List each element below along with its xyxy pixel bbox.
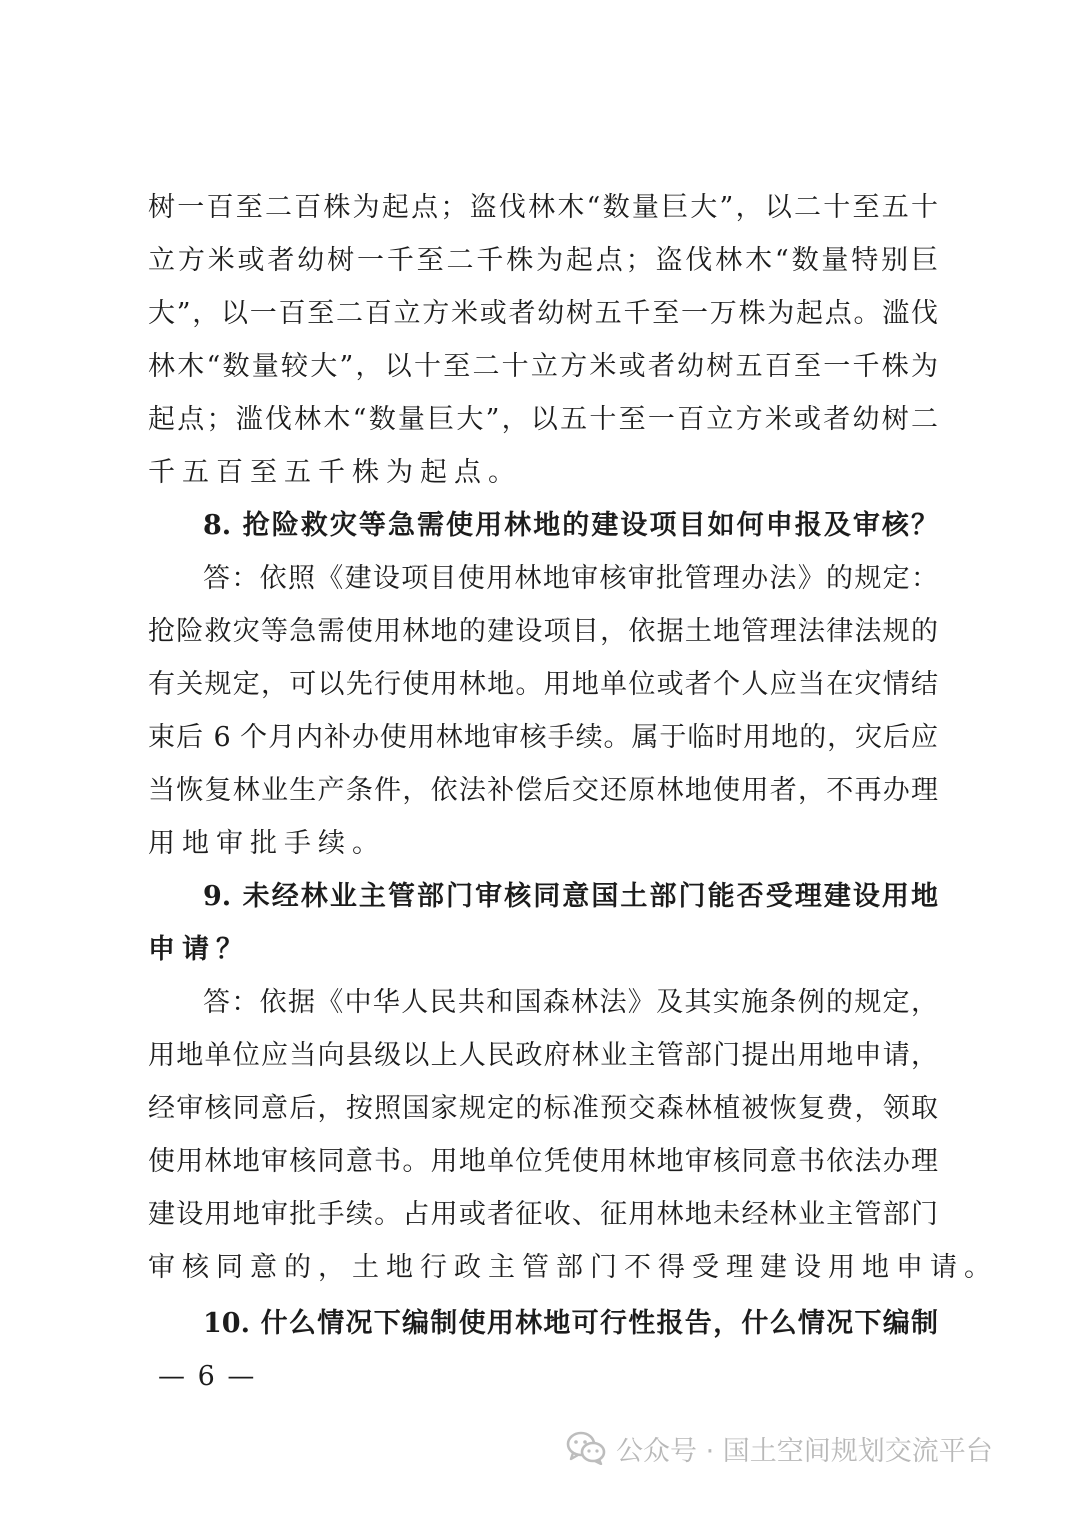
text-line: 大”，以一百至二百立方米或者幼树五千至一万株为起点。滥伐: [148, 298, 938, 329]
text-line: 审核同意的，土地行政主管部门不得受理建设用地申请。: [148, 1252, 998, 1283]
question-heading-8: 8. 抢险救灾等急需使用林地的建设项目如何申报及审核？: [203, 510, 938, 541]
text-line: 经审核同意后，按照国家规定的标准预交森林植被恢复费，领取: [148, 1093, 938, 1124]
text-line: 用地审批手续。: [148, 828, 386, 859]
text-line: 建设用地审批手续。占用或者征收、征用林地未经林业主管部门: [148, 1199, 938, 1230]
question-heading-9: 9. 未经林业主管部门审核同意国土部门能否受理建设用地: [203, 881, 938, 912]
text-line: 起点；滥伐林木“数量巨大”，以五十至一百立方米或者幼树二: [148, 404, 938, 435]
text-line: 有关规定，可以先行使用林地。用地单位或者个人应当在灾情结: [148, 669, 938, 700]
watermark: [566, 1428, 993, 1468]
text-line: 立方米或者幼树一千至二千株为起点；盗伐林木“数量特别巨: [148, 245, 938, 276]
text-line: 使用林地审核同意书。用地单位凭使用林地审核同意书依法办理: [148, 1146, 938, 1177]
text-line: 林木“数量较大”，以十至二十立方米或者幼树五百至一千株为: [148, 351, 938, 382]
answer-line: 答：依据《中华人民共和国森林法》及其实施条例的规定，: [203, 987, 938, 1018]
wechat-icon: [566, 1431, 606, 1465]
text-line: 用地单位应当向县级以上人民政府林业主管部门提出用地申请，: [148, 1040, 938, 1071]
text-line: 束后 6 个月内补办使用林地审核手续。属于临时用地的，灾后应: [148, 722, 938, 753]
text-line: 当恢复林业生产条件，依法补偿后交还原林地使用者，不再办理: [148, 775, 938, 806]
question-heading-10: 10. 什么情况下编制使用林地可行性报告，什么情况下编制: [203, 1308, 938, 1339]
text-line: 树一百至二百株为起点；盗伐林木“数量巨大”，以二十至五十: [148, 192, 938, 223]
watermark-text: 公众号 · 国土空间规划交流平台: [616, 1435, 993, 1467]
text-line: 千五百至五千株为起点。: [148, 457, 522, 488]
text-line: 抢险救灾等急需使用林地的建设项目，依据土地管理法律法规的: [148, 616, 938, 647]
question-heading-9-cont: 申请？: [148, 934, 250, 965]
answer-line: 答：依照《建设项目使用林地审核审批管理办法》的规定：: [203, 563, 938, 594]
page-number: — 6 —: [158, 1361, 257, 1392]
